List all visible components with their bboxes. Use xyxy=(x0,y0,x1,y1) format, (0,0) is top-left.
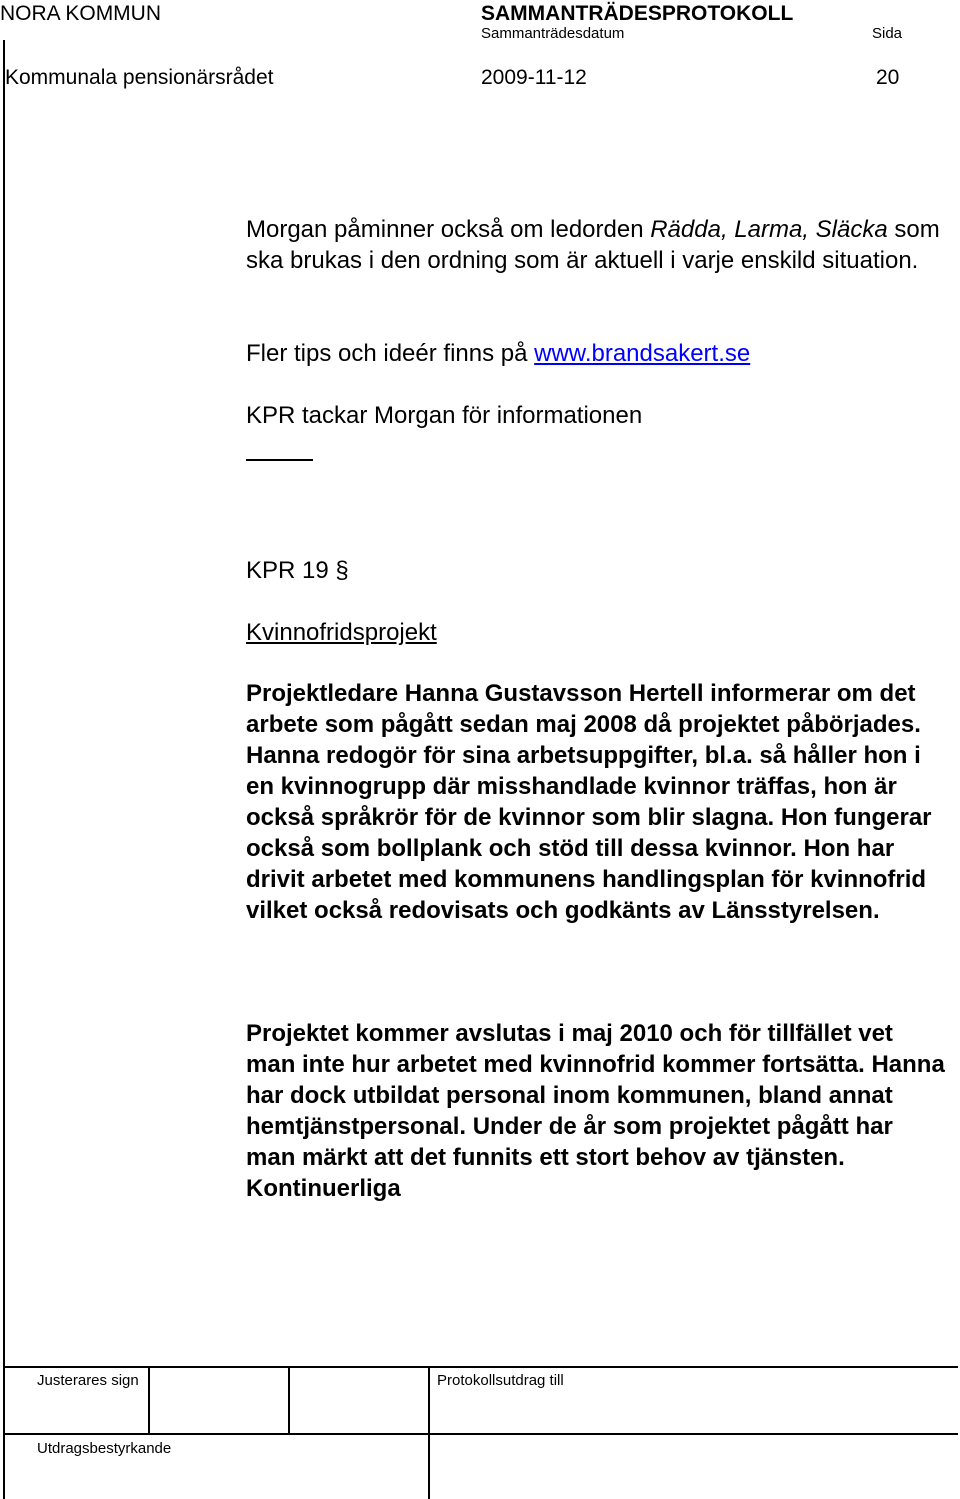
footer-divider-2 xyxy=(288,1366,290,1435)
paragraph-tips-text: Fler tips och ideér finns på xyxy=(246,340,535,367)
council-name: Kommunala pensionärsrådet xyxy=(5,66,274,89)
left-margin-line xyxy=(3,40,5,1499)
paragraph-tips xyxy=(246,338,946,369)
paragraph-reminder-text-a: Morgan påminner också om ledorden xyxy=(246,216,651,243)
page-number: 20 xyxy=(876,66,900,89)
meeting-date: 2009-11-12 xyxy=(481,66,587,89)
paragraph-project-info: Projektledare Hanna Gustavsson Hertell informerar om det arbete som pågått sedan maj 2008 då projektet påbörjades. Hanna redogör för sina arbetsuppgifter, bl.a. så håller hon i en kvinnogrupp där misshandlade kvinnor träffas, hon är också språkrör för de kvinnor som blir slagna. Hon fungerar också som bollplank och stöd till dessa kvinnor. Hon har drivit arbetet med kommunens handlingsplan för kvinnofrid vilket också redovisats och godkänts av Länsstyrelsen. xyxy=(246,680,932,924)
footer-divider-1 xyxy=(148,1366,150,1435)
footer-divider-3 xyxy=(428,1366,430,1499)
section-number: KPR 19 § xyxy=(246,557,349,584)
section-title xyxy=(246,617,946,648)
footer-protokollsutdrag: Protokollsutdrag till xyxy=(437,1372,564,1389)
paragraph-reminder-text-b: som ska brukas i den ordning som är aktuell i varje enskild situation. xyxy=(246,216,940,274)
brandsakert-link[interactable]: www.brandsakert.se xyxy=(534,340,751,367)
paragraph-reminder xyxy=(246,214,946,276)
paragraph-reminder-keywords: Rädda, Larma, Släcka xyxy=(650,216,888,243)
section-separator xyxy=(246,459,313,461)
document-title: SAMMANTRÄDESPROTOKOLL xyxy=(481,2,794,25)
footer-top-line xyxy=(3,1366,958,1368)
organization-name: NORA KOMMUN xyxy=(0,2,162,25)
footer-justerares-sign: Justerares sign xyxy=(37,1372,139,1389)
paragraph-project-end: Projektet kommer avslutas i maj 2010 och för tillfället vet man inte hur arbetet med kvinnofrid kommer fortsätta. Hanna har dock utbildat personal inom kommunen, bland annat hemtjänstpersonal. Under de år som projektet pågått har man märkt att det funnits ett stort behov av tjänsten. Kontinuerliga xyxy=(246,1020,945,1202)
page-label: Sida xyxy=(872,25,903,42)
footer-middle-line xyxy=(3,1433,958,1435)
paragraph-thanks: KPR tackar Morgan för informationen xyxy=(246,402,643,429)
footer-utdragsbestyrkande: Utdragsbestyrkande xyxy=(37,1440,172,1457)
meeting-date-label: Sammanträdesdatum xyxy=(481,25,625,42)
section-title-text: Kvinnofridsprojekt xyxy=(246,619,437,646)
